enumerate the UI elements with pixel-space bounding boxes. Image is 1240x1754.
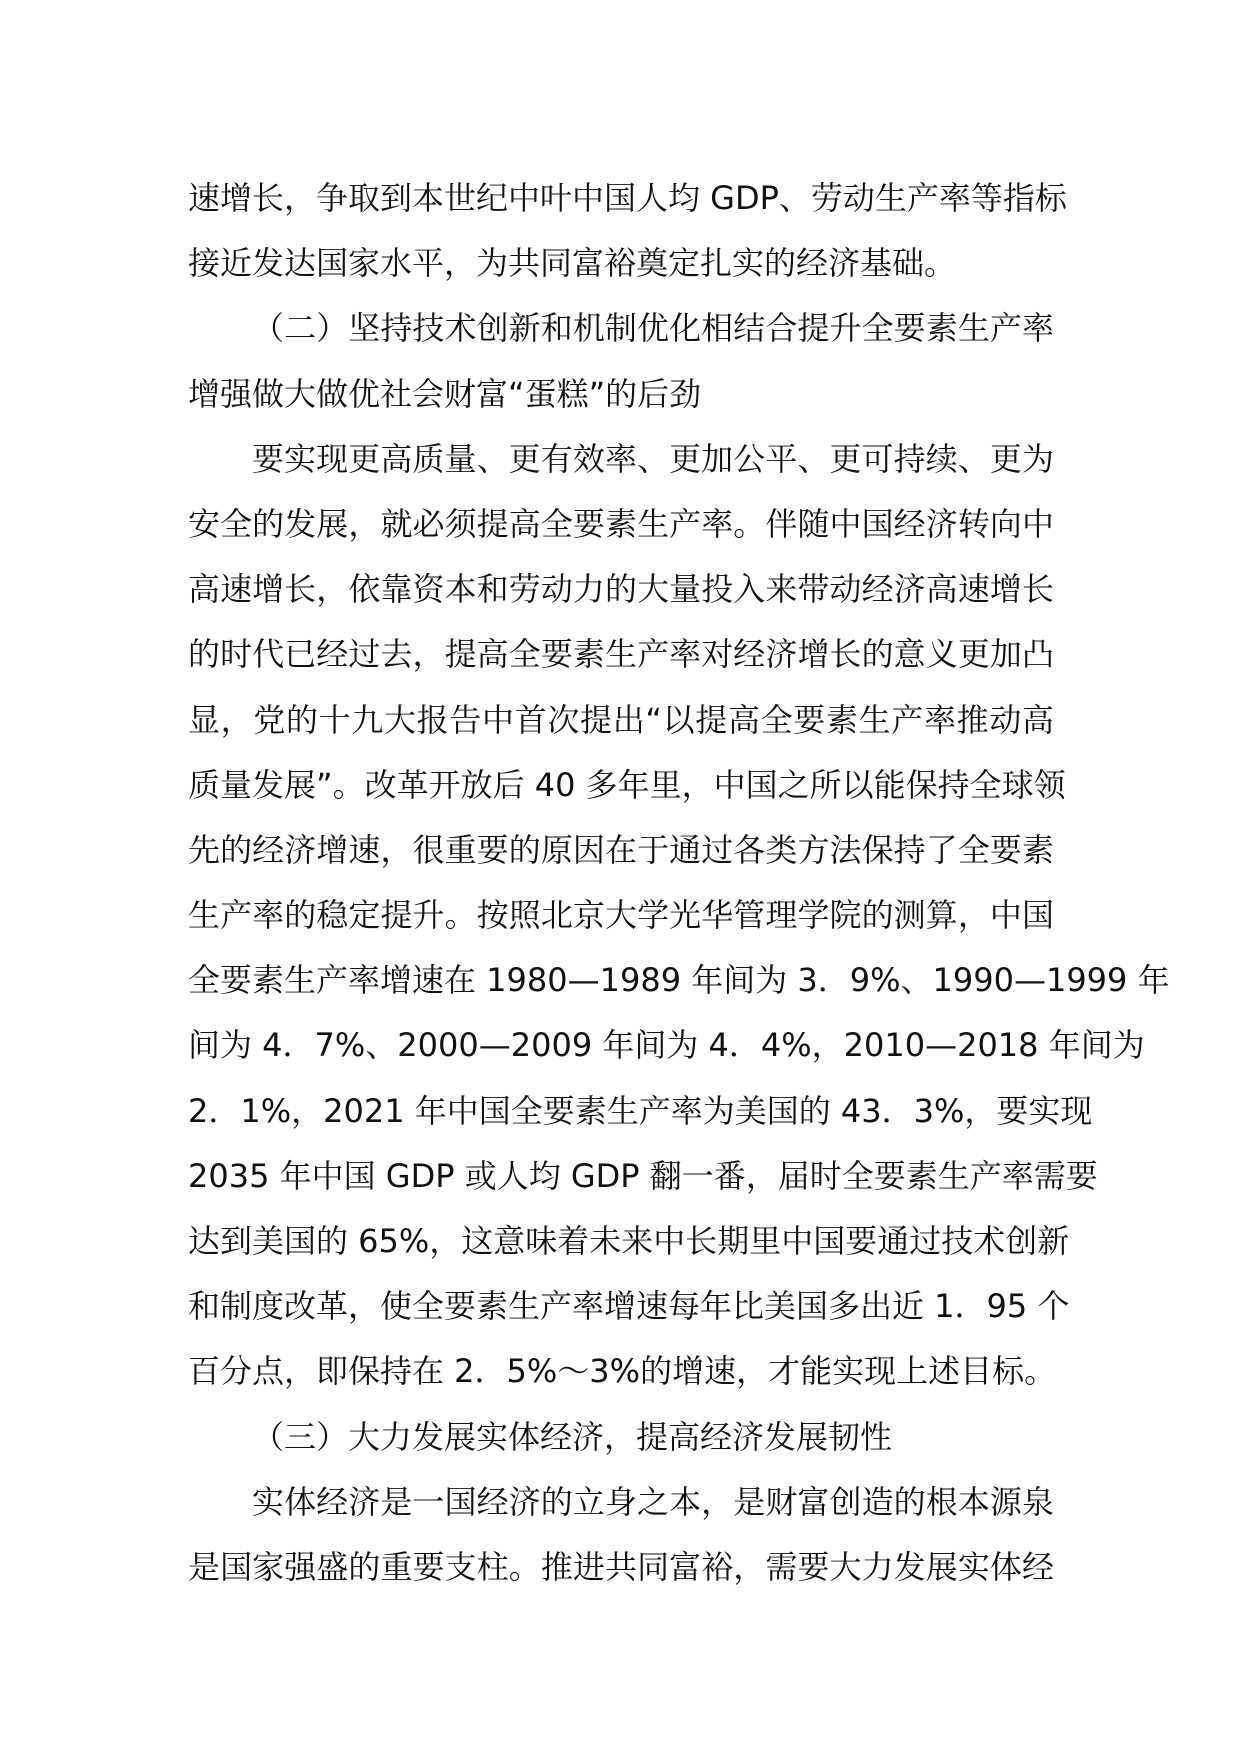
text-line: 间为 4．7%、2000—2009 年间为 4．4%，2010—2018 年间为 bbox=[188, 1026, 1145, 1065]
text-line: 速增长，争取到本世纪中叶中国人均 GDP、劳动生产率等指标 bbox=[188, 179, 1067, 217]
text-line: 2．1%，2021 年中国全要素生产率为美国的 43．3%，要实现 bbox=[188, 1091, 1093, 1130]
text-line: 先的经济增速，很重要的原因在于通过各类方法保持了全要素 bbox=[188, 830, 1054, 869]
document-body bbox=[188, 166, 1170, 1600]
text-line: 达到美国的 65%，这意味着未来中长期里中国要通过技术创新 bbox=[188, 1222, 1070, 1260]
text-line: 和制度改革，使全要素生产率增速每年比美国多出近 1．95 个 bbox=[188, 1287, 1070, 1326]
section-heading-line: （二）坚持技术创新和机制优化相结合提升全要素生产率 bbox=[252, 309, 1054, 348]
text-line: 全要素生产率增速在 1980—1989 年间为 3．9%、1990—1999 年 bbox=[188, 961, 1170, 1000]
text-line: 显，党的十九大报告中首次提出“以提高全要素生产率推动高 bbox=[188, 700, 1054, 739]
text-line: 质量发展”。改革开放后 40 多年里，中国之所以能保持全球领 bbox=[188, 765, 1066, 804]
text-line: 安全的发展，就必须提高全要素生产率。伴随中国经济转向中 bbox=[188, 504, 1054, 543]
text-line: 接近发达国家水平，为共同富裕奠定扎实的经济基础。 bbox=[188, 244, 957, 283]
text-line: 高速增长，依靠资本和劳动力的大量投入来带动经济高速增长 bbox=[188, 570, 1054, 609]
text-line: 百分点，即保持在 2．5%～3%的增速，才能实现上述目标。 bbox=[188, 1352, 1057, 1391]
text-line: 2035 年中国 GDP 或人均 GDP 翻一番，届时全要素生产率需要 bbox=[188, 1156, 1098, 1195]
text-line: 的时代已经过去，提高全要素生产率对经济增长的意义更加凸 bbox=[188, 635, 1054, 674]
text-line: 要实现更高质量、更有效率、更加公平、更可持续、更为 bbox=[252, 439, 1054, 478]
section-heading-line: （三）大力发展实体经济，提高经济发展韧性 bbox=[252, 1417, 893, 1456]
text-line: 生产率的稳定提升。按照北京大学光华管理学院的测算，中国 bbox=[188, 896, 1054, 935]
section-heading-line: 增强做大做优社会财富“蛋糕”的后劲 bbox=[188, 374, 702, 413]
text-line: 实体经济是一国经济的立身之本，是财富创造的根本源泉 bbox=[252, 1482, 1054, 1521]
text-line: 是国家强盛的重要支柱。推进共同富裕，需要大力发展实体经 bbox=[188, 1547, 1054, 1586]
